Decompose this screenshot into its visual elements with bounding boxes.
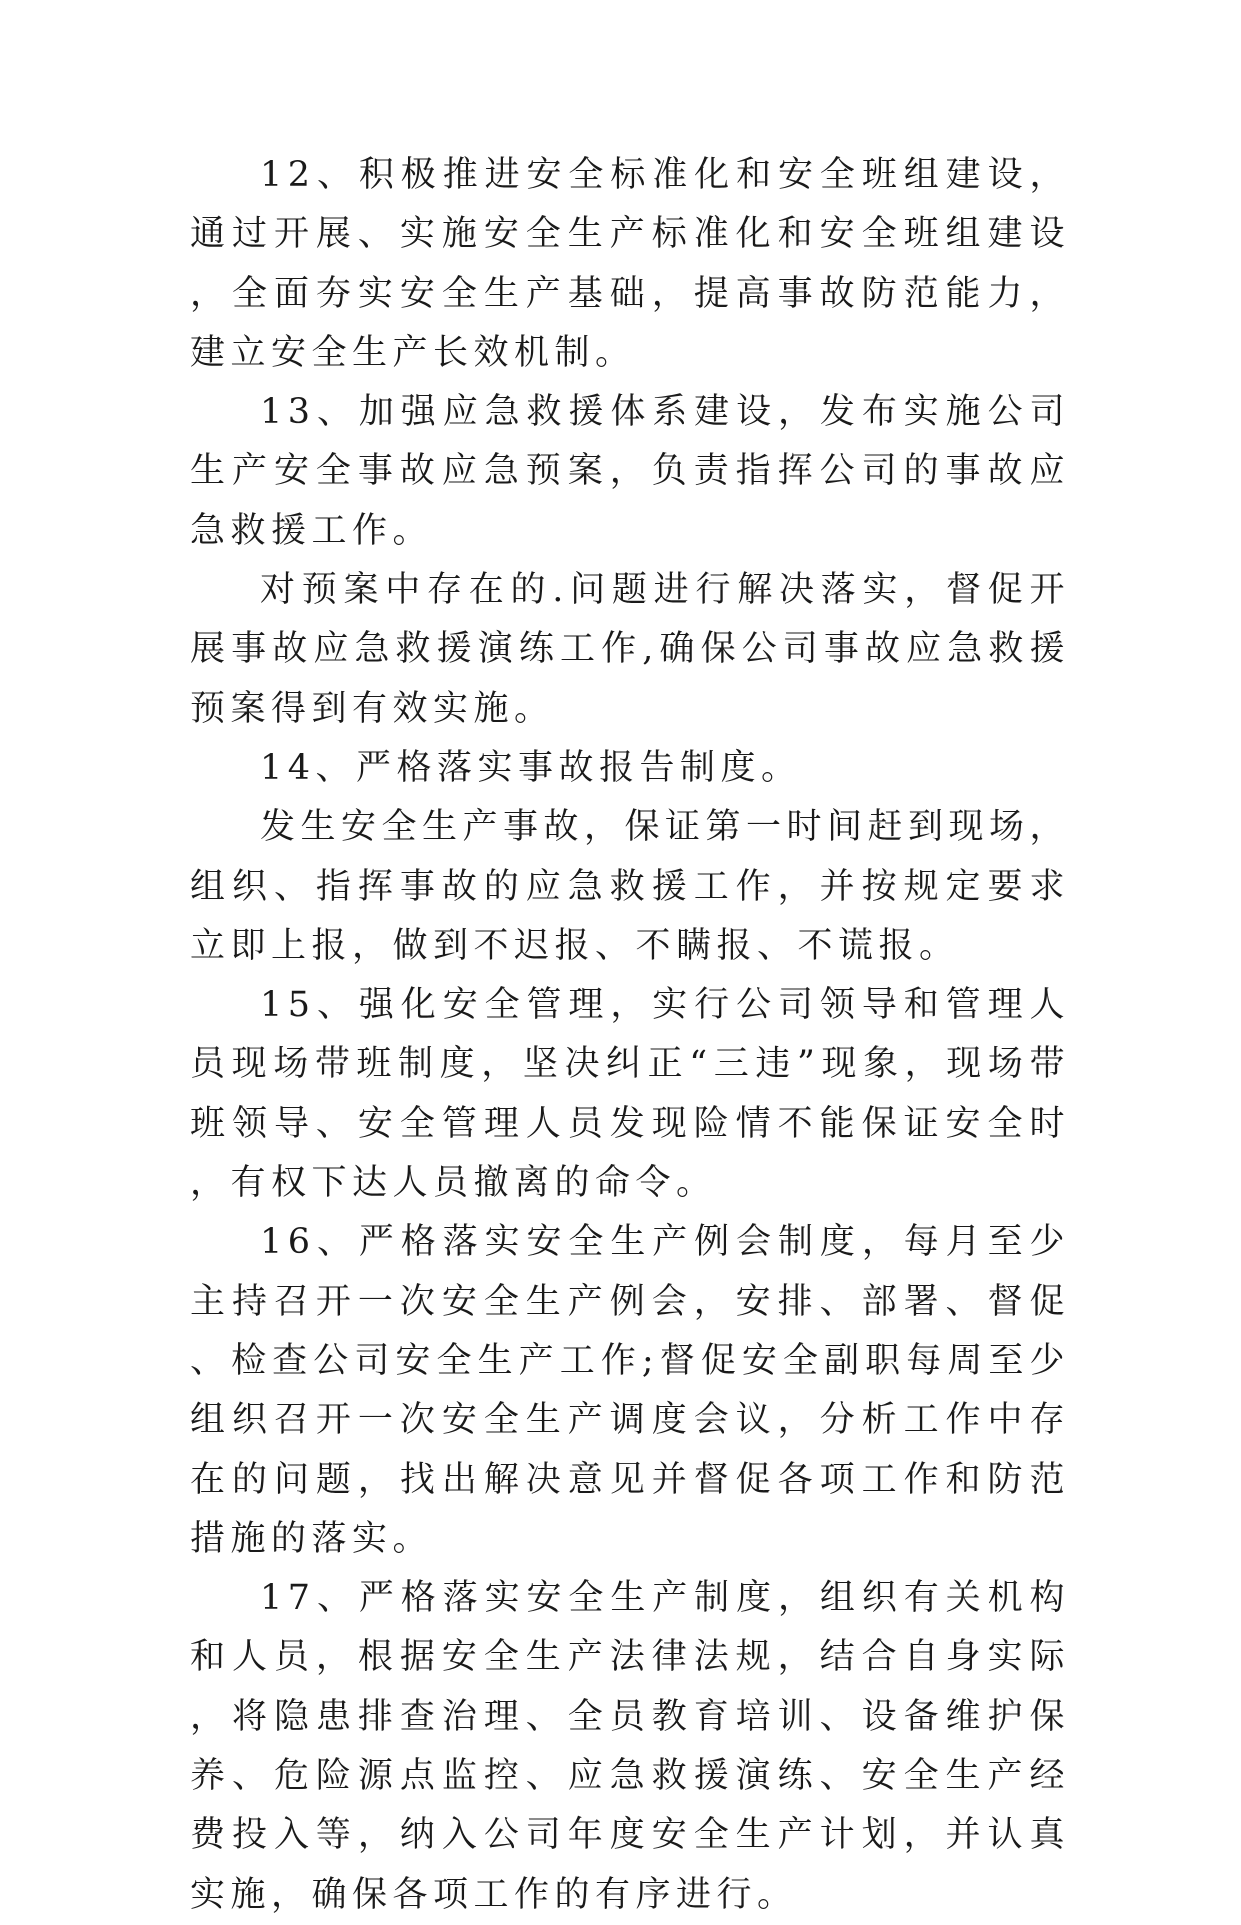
paragraph-17-safety-production-system: 17、严格落实安全生产制度，组织有关机构和人员，根据安全生产法律法规，结合自身实际，将隐患排查治理、全员教育培训、设备维护保养、危险源点监控、应急救援演练、安全生产经费投入等，纳入公司年度安全生产计划，并认真实施，确保各项工作的有序进行。 — [190, 1578, 1070, 1915]
paragraph-14-reporting-details: 发生安全生产事故，保证第一时间赶到现场，组织、指挥事故的应急救援工作，并按规定要求立即上报，做到不迟报、不瞒报、不谎报。 — [190, 807, 1071, 966]
paragraph-13-emergency-rescue-system: 13、加强应急救援体系建设，发布实施公司生产安全事故应急预案，负责指挥公司的事故应急救援工作。 — [190, 392, 1070, 551]
paragraph-15-safety-management: 15、强化安全管理，实行公司领导和管理人员现场带班制度，坚决纠正“三违”现象，现场带班领导、安全管理人员发现险情不能保证安全时，有权下达人员撤离的命令。 — [190, 985, 1070, 1204]
paragraph-14-accident-reporting: 14、严格落实事故报告制度。 — [260, 747, 802, 788]
paragraph-12-safety-standardization: 12、积极推进安全标准化和安全班组建设，通过开展、实施安全生产标准化和安全班组建设，全面夯实安全生产基础，提高事故防范能力，建立安全生产长效机制。 — [190, 155, 1070, 373]
paragraph-16-safety-meetings: 16、严格落实安全生产例会制度，每月至少主持召开一次安全生产例会，安排、部署、督促、检查公司安全生产工作;督促安全副职每周至少组织召开一次安全生产调度会议，分析工作中存在的问题，找出解决意见并督促各项工作和防范措施的落实。 — [190, 1222, 1070, 1559]
document-page — [190, 146, 1070, 1925]
paragraph-13-plan-implementation: 对预案中存在的.问题进行解决落实，督促开展事故应急救援演练工作,确保公司事故应急救援预案得到有效实施。 — [190, 570, 1070, 729]
